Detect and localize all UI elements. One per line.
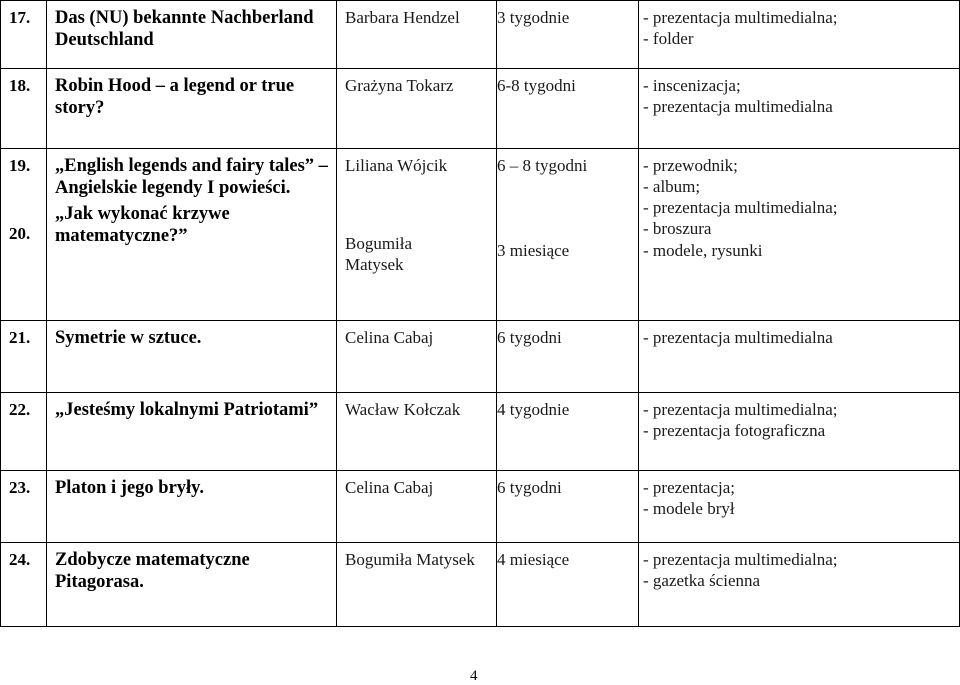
- form-item: - modele brył: [643, 499, 735, 518]
- table-row: [1, 543, 960, 627]
- project-author: Liliana Wójcik: [345, 156, 448, 175]
- project-duration: 6 tygodni: [497, 321, 639, 393]
- project-author: Celina Cabaj: [337, 471, 497, 543]
- project-duration: 3 tygodnie: [497, 1, 639, 69]
- form-item: - inscenizacja;: [643, 76, 741, 95]
- table-row: [1, 393, 960, 471]
- project-duration: 6 tygodni: [497, 471, 639, 543]
- form-item: - prezentacja fotograficzna: [643, 421, 826, 440]
- form-item: - prezentacja;: [643, 478, 736, 497]
- form-item: - prezentacja multimedialna;: [643, 8, 838, 27]
- row-number: 21.: [1, 321, 47, 393]
- form-item: - przewodnik;: [643, 156, 738, 175]
- form-item: - prezentacja multimedialna: [643, 328, 833, 347]
- form-item: - prezentacja multimedialna;: [643, 550, 838, 569]
- project-duration: 4 tygodnie: [497, 393, 639, 471]
- form-item: - prezentacja multimedialna: [643, 97, 833, 116]
- form-item: - prezentacja multimedialna;: [643, 400, 838, 419]
- project-forms: [639, 321, 960, 393]
- row-number: 22.: [1, 393, 47, 471]
- table-row: [1, 321, 960, 393]
- project-title: Das (NU) bekannte Nachberland Deutschland: [47, 1, 337, 69]
- project-forms-group: [639, 149, 960, 321]
- project-author: Celina Cabaj: [337, 321, 497, 393]
- form-item: - modele, rysunki: [643, 241, 763, 260]
- project-forms: [639, 471, 960, 543]
- project-author: Barbara Hendzel: [337, 1, 497, 69]
- project-duration: 6 – 8 tygodni: [497, 156, 588, 175]
- project-author: Wacław Kołczak: [337, 393, 497, 471]
- project-forms: [639, 1, 960, 69]
- project-title: „Jesteśmy lokalnymi Patriotami”: [47, 393, 337, 471]
- table-row: [1, 1, 960, 69]
- table-row: [1, 69, 960, 149]
- project-author: Bogumiła Matysek: [345, 234, 413, 274]
- project-author: Bogumiła Matysek: [337, 543, 497, 627]
- project-forms: [639, 543, 960, 627]
- form-item: - prezentacja multimedialna;: [643, 198, 838, 217]
- project-title: „English legends and fairy tales” – Angielskie legendy I powieści.: [55, 156, 328, 198]
- project-title: Robin Hood – a legend or true story?: [47, 69, 337, 149]
- project-title: Platon i jego bryły.: [47, 471, 337, 543]
- project-duration: 3 miesiące: [497, 241, 570, 260]
- row-number: 17.: [1, 1, 47, 69]
- form-item: - gazetka ścienna: [643, 571, 761, 590]
- row-number: 19.: [9, 156, 31, 175]
- project-title: „Jak wykonać krzywe matematyczne?”: [55, 204, 230, 246]
- row-number: 24.: [1, 543, 47, 627]
- page-number: 4: [470, 668, 478, 684]
- project-author-group: [337, 149, 497, 321]
- row-number: 20.: [9, 224, 31, 243]
- form-item: - folder: [643, 29, 694, 48]
- project-forms: [639, 393, 960, 471]
- project-duration-group: [497, 149, 639, 321]
- row-number-group: [1, 149, 47, 321]
- project-title-group: [47, 149, 337, 321]
- form-item: - broszura: [643, 219, 712, 238]
- project-title: Zdobycze matematyczne Pitagorasa.: [47, 543, 337, 627]
- form-item: - album;: [643, 177, 701, 196]
- project-author: Grażyna Tokarz: [337, 69, 497, 149]
- project-duration: 4 miesiące: [497, 543, 639, 627]
- row-number: 18.: [1, 69, 47, 149]
- project-forms: [639, 69, 960, 149]
- table-row: [1, 471, 960, 543]
- table-row: [1, 149, 960, 321]
- row-number: 23.: [1, 471, 47, 543]
- project-title: Symetrie w sztuce.: [47, 321, 337, 393]
- project-duration: 6-8 tygodni: [497, 69, 639, 149]
